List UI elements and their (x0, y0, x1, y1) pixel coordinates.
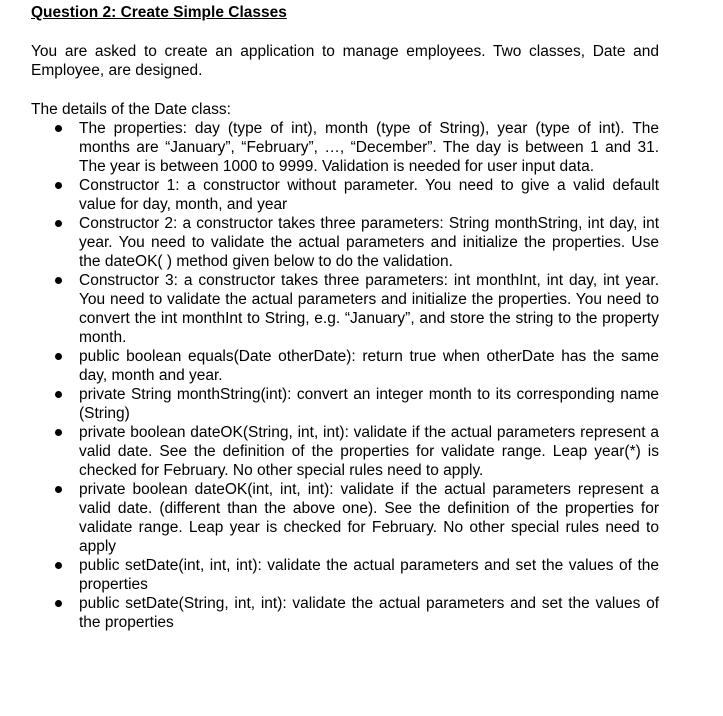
list-item-text: The properties: day (type of int), month (type of String), year (type of int). The months are “January”, “February”, …, “December”. The day is between 1 and 31. The year is between 1000 to 9999. Validation is needed for user input data. (79, 120, 659, 175)
list-item-text: private boolean dateOK(int, int, int): validate if the actual parameters represent a valid date. (different than the above one). See the definition of the properties for validate range. Leap year is checked for February. No other special rules need to apply (79, 481, 659, 555)
bullet-icon (55, 391, 62, 398)
bullet-icon (55, 277, 62, 284)
list-item (31, 119, 659, 176)
question-heading: Question 2: Create Simple Classes (31, 4, 287, 21)
list-item (31, 385, 659, 423)
list-item-text: Constructor 2: a constructor takes three parameters: String monthString, int day, int year. You need to validate the actual parameters and initialize the properties. Use the dateOK( ) method given below to do the validation. (79, 215, 659, 270)
list-item (31, 556, 659, 594)
list-item (31, 176, 659, 214)
bullet-icon (55, 562, 62, 569)
list-item (31, 271, 659, 347)
list-item (31, 423, 659, 480)
bullet-icon (55, 182, 62, 189)
bullet-icon (55, 353, 62, 360)
bullet-icon (55, 600, 62, 607)
list-item-text: public setDate(String, int, int): validate the actual parameters and set the values of the properties (79, 595, 659, 631)
bullet-icon (55, 220, 62, 227)
list-item-text: public boolean equals(Date otherDate): return true when otherDate has the same day, month and year. (79, 348, 659, 384)
date-class-details-list (31, 119, 659, 632)
list-item-text: private String monthString(int): convert an integer month to its corresponding name (String) (79, 386, 659, 422)
details-label: The details of the Date class: (31, 101, 231, 118)
bullet-icon (55, 486, 62, 493)
list-item (31, 594, 659, 632)
intro-paragraph: You are asked to create an application to manage employees. Two classes, Date and Employee, are designed. (31, 43, 659, 79)
bullet-icon (55, 125, 62, 132)
document-page (31, 4, 659, 632)
list-item-text: private boolean dateOK(String, int, int): validate if the actual parameters represent a valid date. See the definition of the properties for validate range. Leap year(*) is checked for February. No other special rules need to apply. (79, 424, 659, 479)
list-item-text: Constructor 1: a constructor without parameter. You need to give a valid default value for day, month, and year (79, 177, 659, 213)
list-item-text: public setDate(int, int, int): validate the actual parameters and set the values of the properties (79, 557, 659, 593)
list-item (31, 214, 659, 271)
list-item (31, 347, 659, 385)
list-item-text: Constructor 3: a constructor takes three parameters: int monthInt, int day, int year. You need to validate the actual parameters and initialize the properties. You need to convert the int monthInt to String, e.g. “January”, and store the string to the property month. (79, 272, 659, 346)
list-item (31, 480, 659, 556)
bullet-icon (55, 429, 62, 436)
